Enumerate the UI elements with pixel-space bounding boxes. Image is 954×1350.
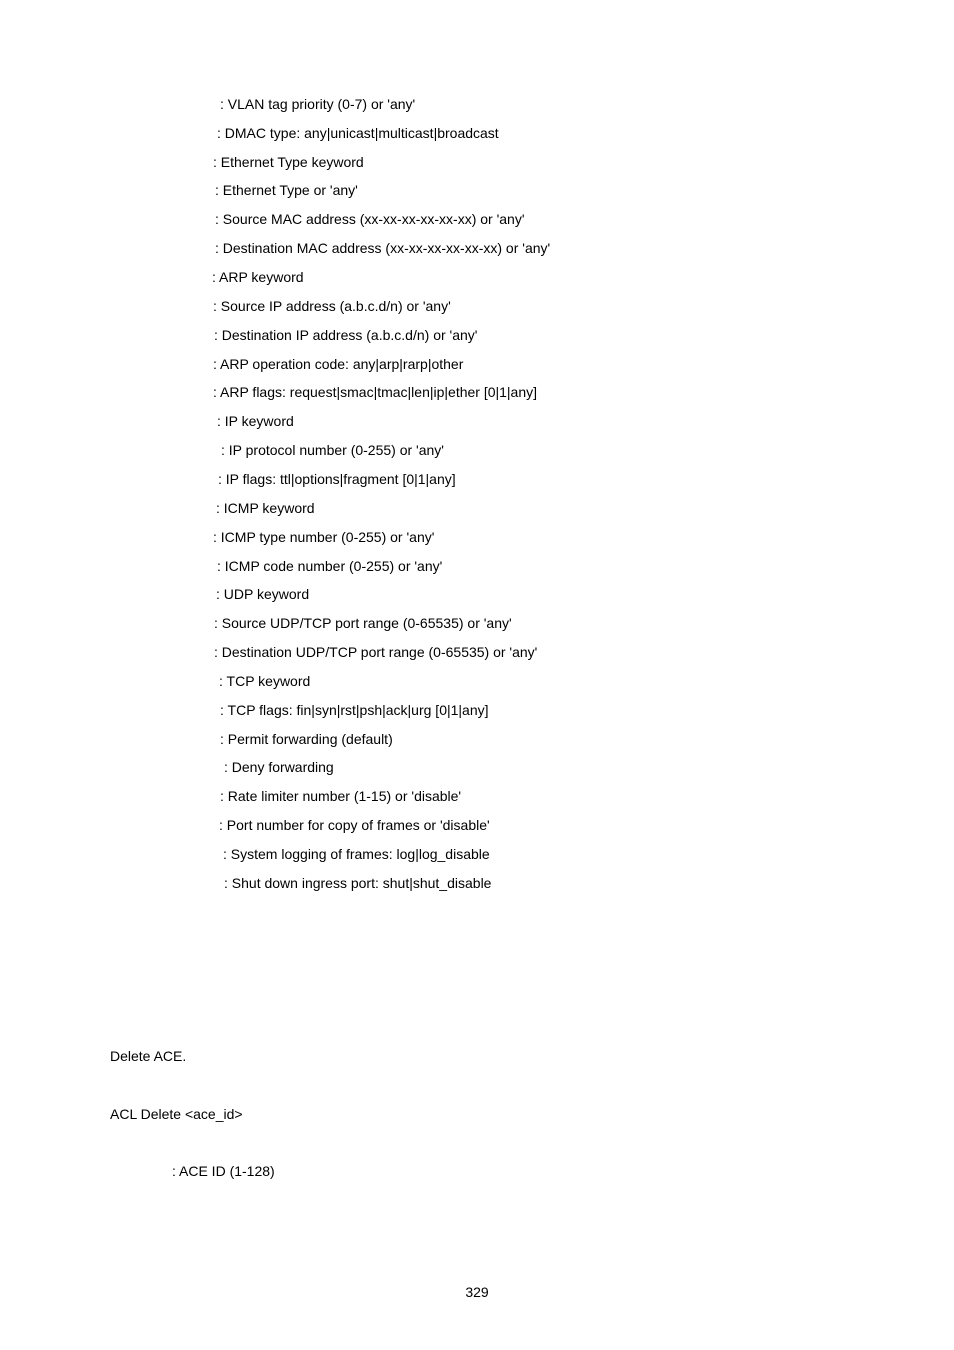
param-deny: : Deny forwarding bbox=[224, 759, 334, 775]
param-icmp-keyword: : ICMP keyword bbox=[216, 500, 315, 516]
param-source-port-range: : Source UDP/TCP port range (0-65535) or 'any' bbox=[214, 615, 512, 631]
param-ip-protocol: : IP protocol number (0-255) or 'any' bbox=[221, 442, 444, 458]
param-udp-keyword: : UDP keyword bbox=[216, 586, 310, 602]
delete-syntax: ACL Delete <ace_id> bbox=[110, 1106, 243, 1122]
param-port-copy: : Port number for copy of frames or 'disable' bbox=[219, 817, 490, 833]
param-arp-keyword: : ARP keyword bbox=[212, 269, 304, 285]
param-destination-mac: : Destination MAC address (xx-xx-xx-xx-xx-xx) or 'any' bbox=[215, 240, 551, 256]
param-arp-flags: : ARP flags: request|smac|tmac|len|ip|ether [0|1|any] bbox=[213, 384, 538, 400]
param-ethernet-type-keyword: : Ethernet Type keyword bbox=[213, 154, 364, 170]
param-vlan-priority: : VLAN tag priority (0-7) or 'any' bbox=[220, 96, 416, 112]
param-icmp-type: : ICMP type number (0-255) or 'any' bbox=[213, 529, 435, 545]
param-ace-id: : ACE ID (1-128) bbox=[172, 1163, 275, 1179]
param-arp-opcode: : ARP operation code: any|arp|rarp|other bbox=[213, 356, 464, 372]
param-tcp-keyword: : TCP keyword bbox=[219, 673, 311, 689]
param-rate-limiter: : Rate limiter number (1-15) or 'disable' bbox=[220, 788, 462, 804]
param-ip-flags: : IP flags: ttl|options|fragment [0|1|any] bbox=[218, 471, 456, 487]
param-ip-keyword: : IP keyword bbox=[217, 413, 294, 429]
delete-description: Delete ACE. bbox=[110, 1048, 187, 1064]
param-logging: : System logging of frames: log|log_disable bbox=[223, 846, 490, 862]
param-permit: : Permit forwarding (default) bbox=[220, 731, 393, 747]
param-shutdown: : Shut down ingress port: shut|shut_disable bbox=[224, 875, 492, 891]
param-tcp-flags: : TCP flags: fin|syn|rst|psh|ack|urg [0|1|any] bbox=[220, 702, 489, 718]
param-source-ip: : Source IP address (a.b.c.d/n) or 'any' bbox=[213, 298, 451, 314]
param-destination-port-range: : Destination UDP/TCP port range (0-65535) or 'any' bbox=[214, 644, 538, 660]
param-source-mac: : Source MAC address (xx-xx-xx-xx-xx-xx) or 'any' bbox=[215, 211, 525, 227]
page-number: 329 bbox=[465, 1284, 489, 1300]
param-destination-ip: : Destination IP address (a.b.c.d/n) or 'any' bbox=[214, 327, 478, 343]
param-ethernet-type: : Ethernet Type or 'any' bbox=[215, 182, 358, 198]
param-dmac-type: : DMAC type: any|unicast|multicast|broadcast bbox=[217, 125, 499, 141]
param-icmp-code: : ICMP code number (0-255) or 'any' bbox=[217, 558, 443, 574]
